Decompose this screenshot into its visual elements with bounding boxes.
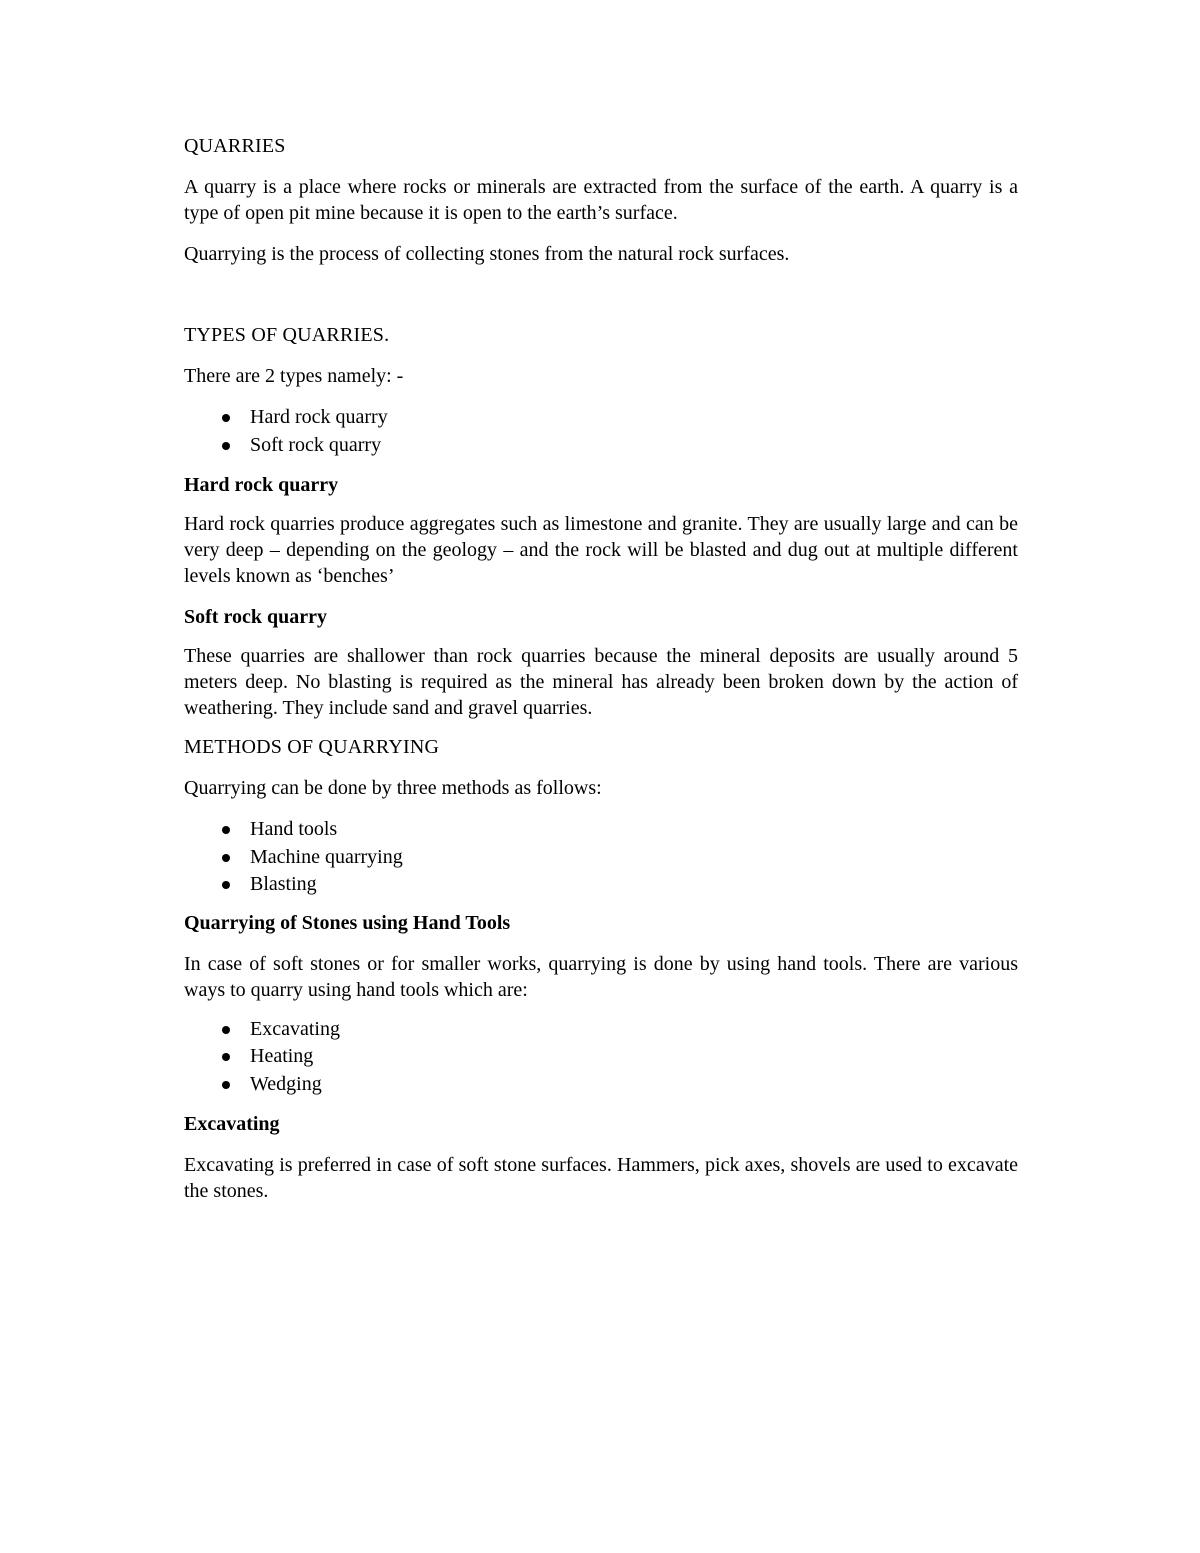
list-item-label: Blasting [250, 873, 317, 895]
list-item-label: Soft rock quarry [250, 433, 382, 456]
hand-tools-heading: Quarrying of Stones using Hand Tools [184, 911, 511, 934]
bullet-icon [222, 442, 230, 450]
hand-tools-paragraph: In case of soft stones or for smaller works, quarrying is done by using hand tools. There are various ways to quarry using hand tools which are: [184, 952, 1018, 1001]
excavating-heading: Excavating [184, 1113, 280, 1135]
excavating-paragraph: Excavating is preferred in case of soft stone surfaces. Hammers, pick axes, shovels are used to excavate the stones. [184, 1154, 1018, 1202]
bullet-icon [222, 1081, 230, 1089]
list-item-label: Hard rock quarry [250, 406, 388, 428]
list-item-label: Excavating [250, 1017, 340, 1040]
list-item [184, 1071, 1018, 1099]
list-item [184, 844, 1018, 872]
types-intro-paragraph: There are 2 types namely: - [184, 365, 404, 387]
soft-rock-quarry-heading: Soft rock quarry [184, 606, 327, 628]
types-of-quarries-heading: TYPES OF QUARRIES. [184, 324, 390, 346]
bullet-icon [222, 414, 230, 422]
list-item [184, 1043, 1018, 1071]
hand-tools-list [184, 1016, 1018, 1099]
list-item [184, 1016, 1018, 1044]
list-item-label: Wedging [250, 1072, 322, 1095]
list-item [184, 432, 1018, 460]
hard-rock-quarry-paragraph: Hard rock quarries produce aggregates such as limestone and granite. They are usually large and can be very deep – depending on the geology – and the rock will be blasted and dug out at multiple different levels known as ‘benches’ [184, 513, 1018, 587]
list-item-label: Heating [250, 1045, 314, 1067]
types-list [184, 404, 1018, 459]
bullet-icon [222, 1026, 230, 1034]
list-item [184, 816, 1018, 844]
bullet-icon [222, 826, 230, 834]
methods-of-quarrying-heading: METHODS OF QUARRYING [184, 736, 440, 758]
methods-intro-paragraph: Quarrying can be done by three methods as follows: [184, 777, 602, 799]
document-page [184, 133, 1018, 1204]
bullet-icon [222, 881, 230, 889]
quarries-heading: QUARRIES [184, 135, 286, 157]
list-item-label: Hand tools [250, 818, 338, 840]
soft-rock-quarry-paragraph: These quarries are shallower than rock quarries because the mineral deposits are usually around 5 meters deep. No blasting is required as the mineral has already been broken down by the action of weathering. They include sand and gravel quarries. [184, 645, 1018, 719]
bullet-icon [222, 1053, 230, 1061]
bullet-icon [222, 854, 230, 862]
methods-list [184, 816, 1018, 899]
hard-rock-quarry-heading: Hard rock quarry [184, 474, 339, 496]
quarrying-process-paragraph: Quarrying is the process of collecting stones from the natural rock surfaces. [184, 243, 790, 265]
list-item [184, 871, 1018, 899]
list-item-label: Machine quarrying [250, 845, 403, 868]
list-item [184, 404, 1018, 432]
quarries-definition-paragraph: A quarry is a place where rocks or minerals are extracted from the surface of the earth. A quarry is a type of open pit mine because it is open to the earth’s surface. [184, 176, 1018, 224]
